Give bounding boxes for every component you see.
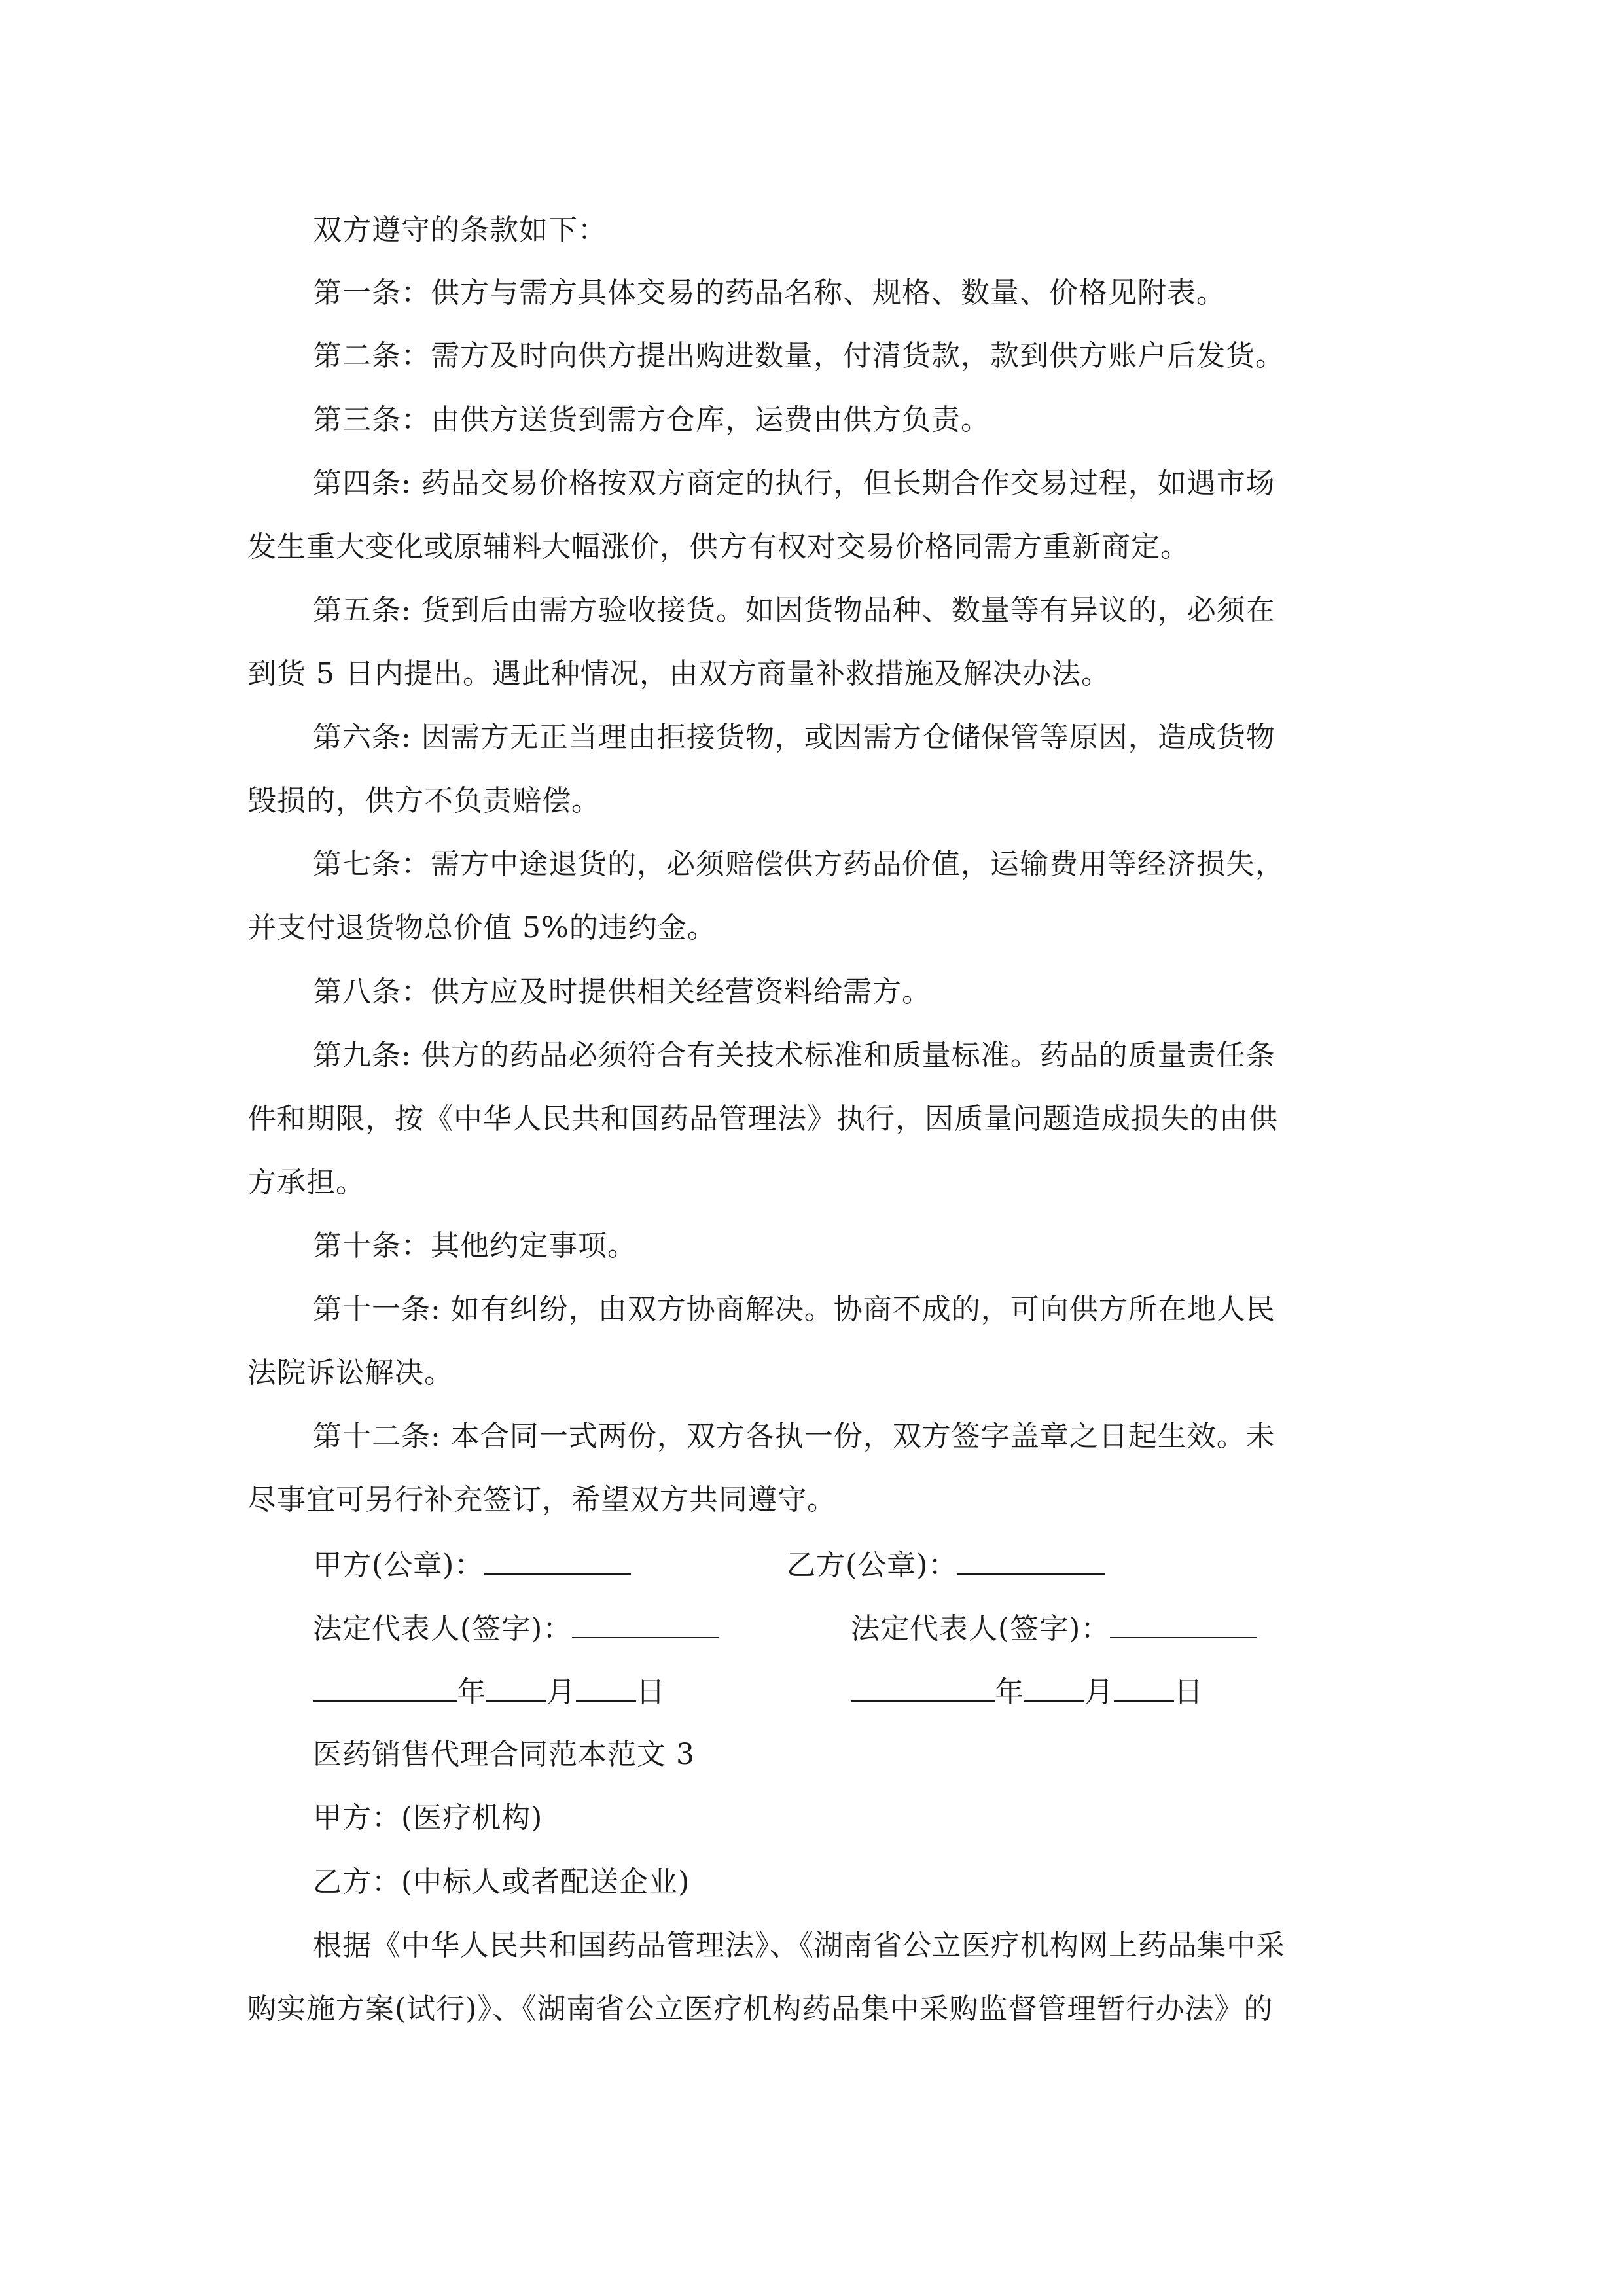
date-a-day-blank: [576, 1672, 636, 1702]
date-b-year-label: 年: [995, 1676, 1024, 1709]
clause-5-line-1: 第五条: 货到后由需方验收接货。如因货物品种、数量等有异议的，必须在: [313, 594, 1275, 627]
rep-b-blank: [1110, 1608, 1257, 1638]
party-a-seal-row: [313, 1545, 631, 1585]
intro-line: 双方遵守的条款如下：: [313, 213, 607, 247]
section-para-line-2: 购实施方案(试行)》、《湖南省公立医疗机构药品集中采购监督管理暂行办法》的: [247, 1992, 1274, 2026]
date-a-month-label: 月: [546, 1676, 576, 1709]
clause-8-line-1: 第八条：供方应及时提供相关经营资料给需方。: [313, 975, 931, 1009]
party-a-seal-blank: [484, 1545, 631, 1575]
rep-b-row: [851, 1608, 1257, 1649]
clause-2-line-1: 第二条：需方及时向供方提出购进数量，付清货款，款到供方账户后发货。: [313, 339, 1285, 372]
clause-7-line-1: 第七条：需方中途退货的，必须赔偿供方药品价值，运输费用等经济损失，: [313, 848, 1285, 881]
rep-a-label: 法定代表人(签字)：: [313, 1612, 573, 1645]
date-a-month-blank: [486, 1672, 546, 1702]
rep-a-row: [313, 1608, 719, 1649]
clause-12-line-2: 尽事宜可另行补充签订，希望双方共同遵守。: [247, 1483, 836, 1516]
clause-11-line-2: 法院诉讼解决。: [247, 1356, 454, 1390]
clause-10-line-1: 第十条：其他约定事项。: [313, 1229, 637, 1263]
party-b-seal-blank: [957, 1545, 1105, 1575]
clause-12-line-1: 第十二条: 本合同一式两份，双方各执一份，双方签字盖章之日起生效。未: [313, 1420, 1275, 1453]
date-a-year-blank: [313, 1672, 457, 1702]
date-b-month-blank: [1024, 1672, 1084, 1702]
date-a-day-label: 日: [636, 1676, 666, 1709]
section-title: 医药销售代理合同范本范文 3: [313, 1738, 695, 1771]
date-a-year-label: 年: [457, 1676, 486, 1709]
date-b-day-label: 日: [1174, 1676, 1204, 1709]
clause-6-line-2: 毁损的，供方不负责赔偿。: [247, 784, 601, 817]
rep-a-blank: [572, 1608, 719, 1638]
clause-7-line-2: 并支付退货物总价值 5%的违约金。: [247, 911, 717, 944]
party-a-seal-label: 甲方(公章)：: [313, 1549, 484, 1582]
clause-6-line-1: 第六条: 因需方无正当理由拒接货物，或因需方仓储保管等原因，造成货物: [313, 721, 1275, 754]
clause-3-line-1: 第三条：由供方送货到需方仓库，运费由供方负责。: [313, 403, 990, 437]
party-b-seal-label: 乙方(公章)：: [787, 1549, 958, 1582]
clause-9-line-2: 件和期限，按《中华人民共和国药品管理法》执行，因质量问题造成损失的由供: [247, 1102, 1278, 1136]
rep-b-label: 法定代表人(签字)：: [851, 1612, 1111, 1645]
date-b-row: [851, 1672, 1204, 1712]
date-a-row: [313, 1672, 666, 1712]
date-b-day-blank: [1114, 1672, 1174, 1702]
clause-4-line-2: 发生重大变化或原辅料大幅涨价，供方有权对交易价格同需方重新商定。: [247, 530, 1190, 564]
clause-9-line-3: 方承担。: [247, 1166, 365, 1199]
clause-11-line-1: 第十一条: 如有纠纷，由双方协商解决。协商不成的，可向供方所在地人民: [313, 1293, 1275, 1326]
section-para-line-1: 根据《中华人民共和国药品管理法》、《湖南省公立医疗机构网上药品集中采: [313, 1929, 1285, 1962]
clause-4-line-1: 第四条: 药品交易价格按双方商定的执行，但长期合作交易过程，如遇市场: [313, 467, 1275, 500]
section-party-b: 乙方：(中标人或者配送企业): [313, 1865, 690, 1899]
clause-9-line-1: 第九条: 供方的药品必须符合有关技术标准和质量标准。药品的质量责任条: [313, 1039, 1275, 1072]
party-b-seal-row: [787, 1545, 1105, 1585]
date-b-year-blank: [851, 1672, 995, 1702]
section-party-a: 甲方：(医疗机构): [313, 1801, 543, 1835]
date-b-month-label: 月: [1084, 1676, 1114, 1709]
clause-5-line-2: 到货 5 日内提出。遇此种情况，由双方商量补救措施及解决办法。: [247, 657, 1111, 691]
clause-1-line-1: 第一条：供方与需方具体交易的药品名称、规格、数量、价格见附表。: [313, 276, 1226, 310]
